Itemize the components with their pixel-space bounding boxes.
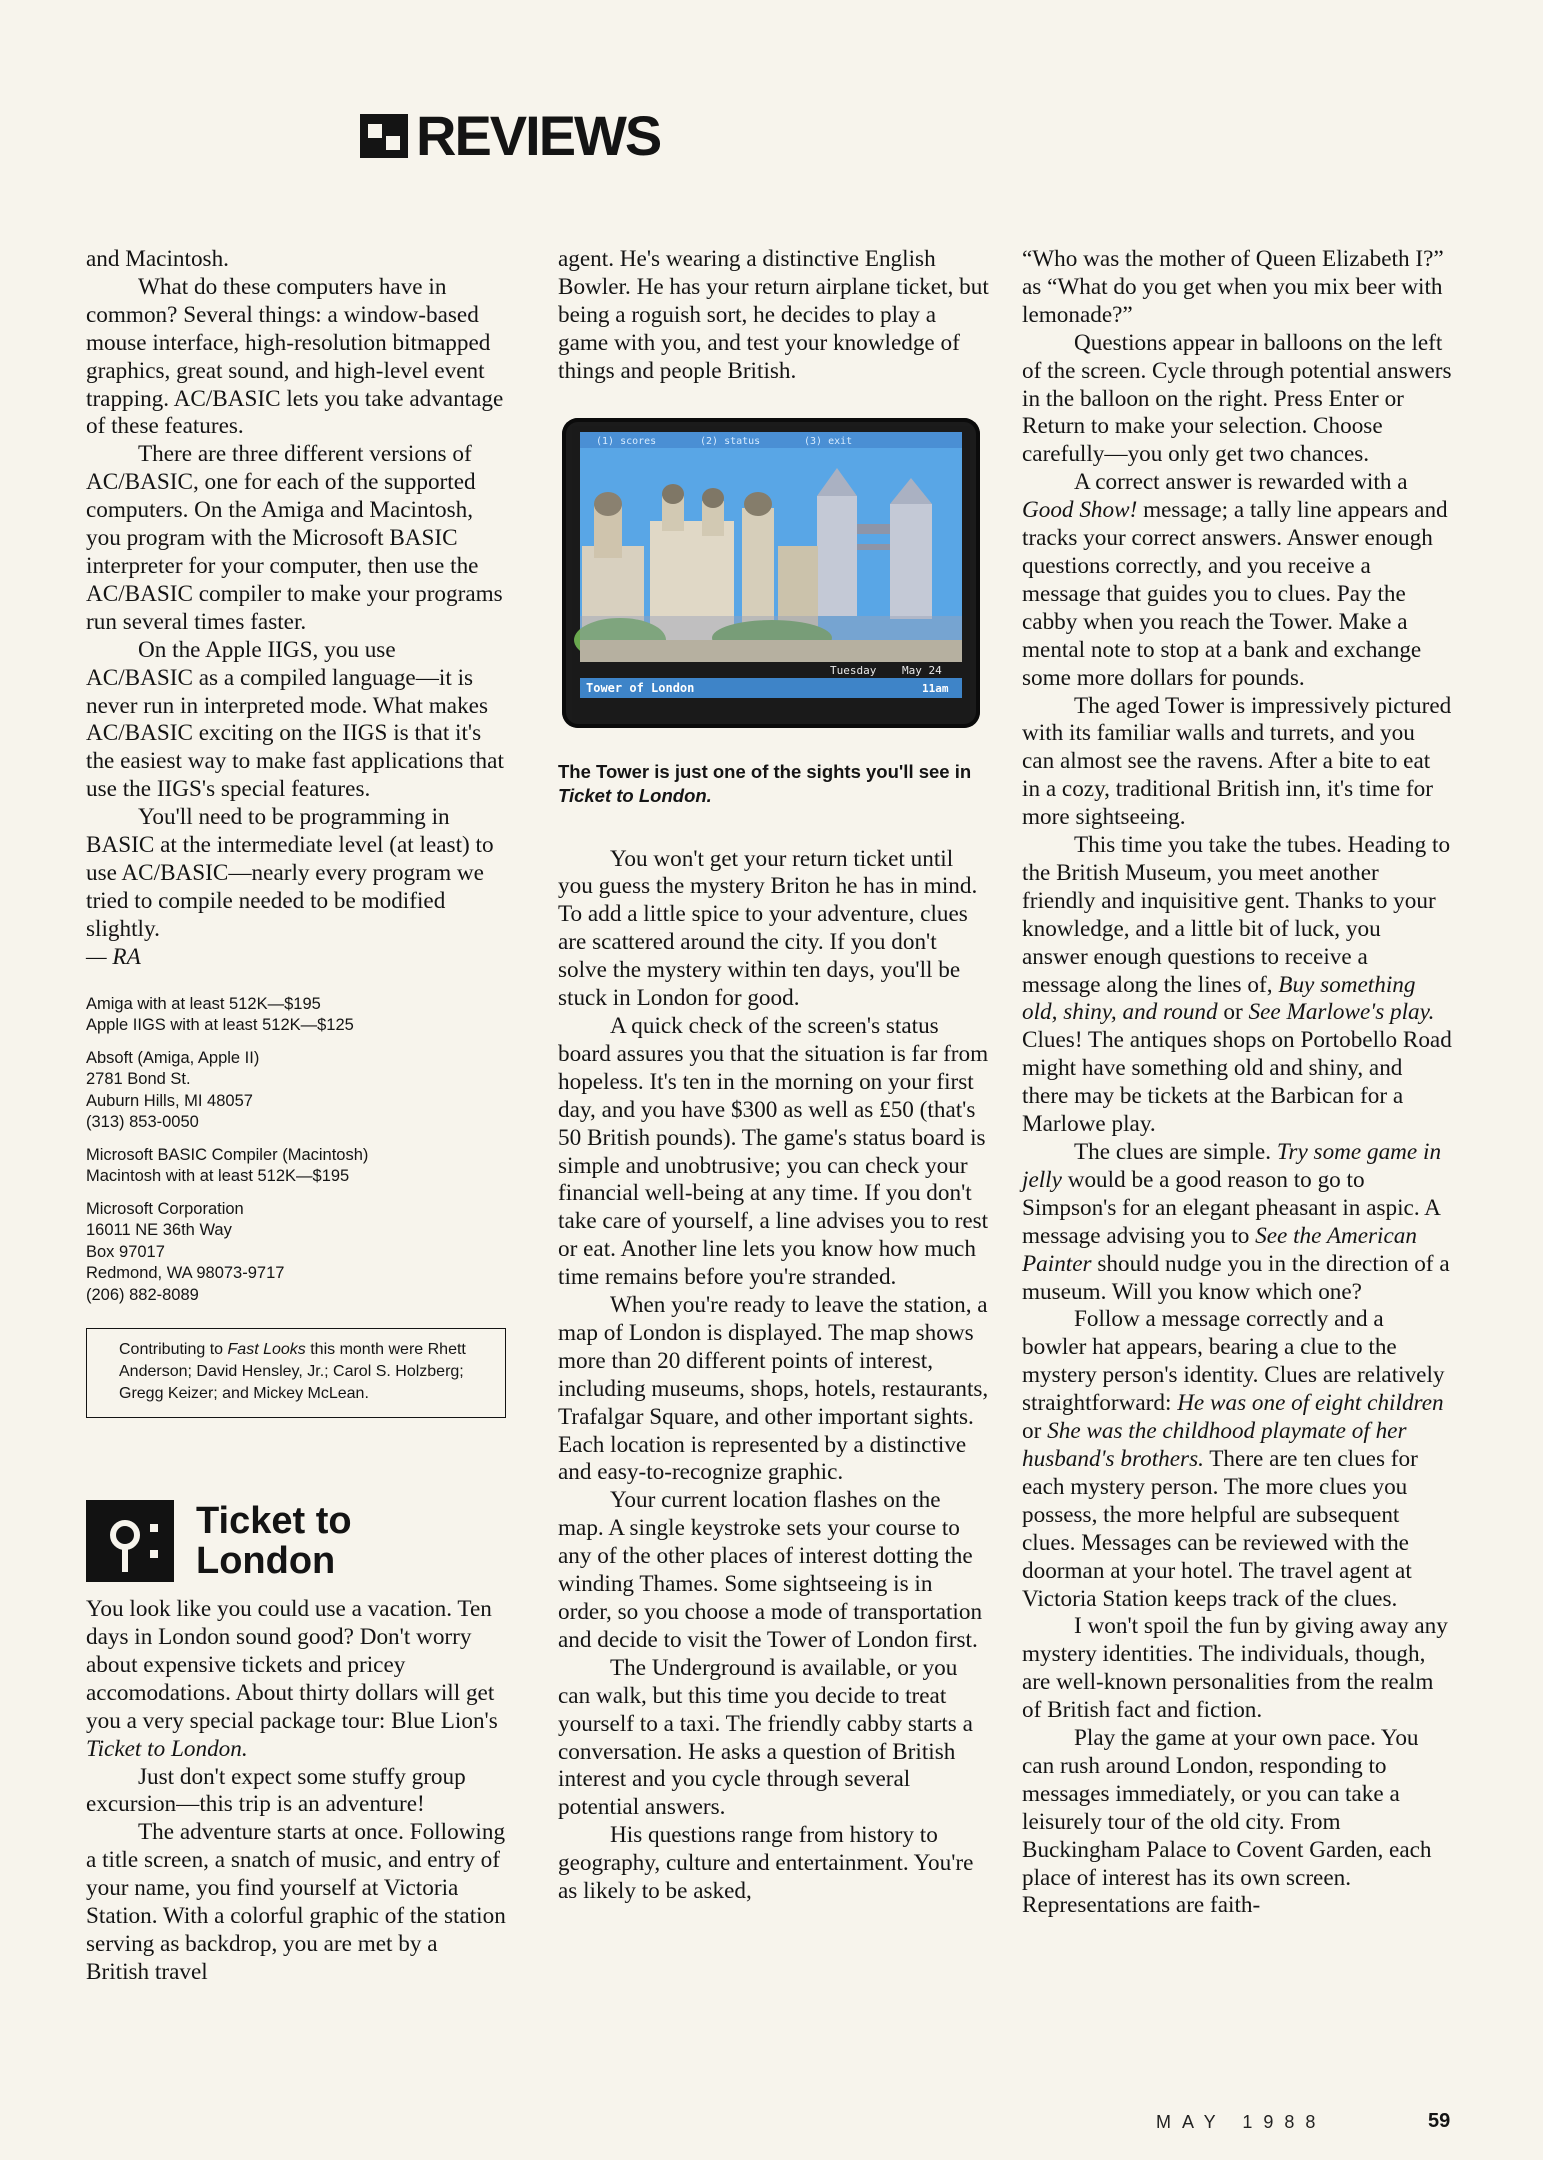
screenshot-location: Tower of London bbox=[586, 680, 695, 695]
menu-exit: (3) exit bbox=[804, 435, 853, 447]
screenshot-day: Tuesday bbox=[830, 663, 877, 677]
game-screenshot-image bbox=[572, 426, 970, 720]
review-title: Ticket to London bbox=[196, 1500, 352, 1583]
paragraph: The aged Tower is impressively pictured with its familiar walls and turrets, and you can almost see the ravens. After a bite to eat in a cozy, traditional British inn, it's time for more sightseeing. bbox=[1022, 692, 1452, 831]
publisher-address: Redmond, WA 98073-9717 bbox=[86, 1264, 285, 1283]
product-info bbox=[86, 994, 506, 1307]
publisher-name: Absoft (Amiga, Apple II) bbox=[86, 1048, 260, 1067]
requirement: Apple IIGS with at least 512K—$125 bbox=[86, 1016, 354, 1035]
paragraph: Follow a message correctly and a bowler hat appears, bearing a clue to the mystery person's identity. Clues are relatively straightforward: He was one of eight children or She was the childhood playmate of her husband's brothers. There are ten clues for each mystery person. The more clues you possess, the more helpful are subsequent clues. Messages can be reviewed with the doorman at your hotel. The travel agent at Victoria Station keeps track of the clues. bbox=[1022, 1306, 1445, 1612]
paragraph: Just don't expect some stuffy group excursion—this trip is an adventure! bbox=[86, 1763, 466, 1818]
section-header bbox=[360, 104, 661, 167]
paragraph: You'll need to be programming in BASIC at the intermediate level (at least) to use AC/BASIC—nearly every program we tried to compile needed to be modified slightly. bbox=[86, 804, 494, 942]
menu-scores: (1) scores bbox=[596, 435, 657, 447]
paragraph: There are three different versions of AC/BASIC, one for each of the supported computers. On the Amiga and Macintosh, you program with the Microsoft BASIC interpreter for your computer, then use the AC/BASIC compiler to make your programs run several times faster. bbox=[86, 441, 503, 635]
paragraph: On the Apple IIGS, you use AC/BASIC as a compiled language—it is never run in interpreted mode. What makes AC/BASIC exciting on the IIGS is that it's the easiest way to make fast applications that use the IIGS's special features. bbox=[86, 636, 504, 803]
menu-status: (2) status bbox=[700, 435, 761, 447]
paragraph: When you're ready to leave the station, a map of London is displayed. The map shows more than 20 different points of interest, including museums, shops, hotels, restaurants, Trafalgar Square, and other important sights. Each location is represented by a distinctive and easy-to-recognize graphic. bbox=[558, 1292, 989, 1486]
paragraph: A quick check of the screen's status board assures you that the situation is far from hopeless. It's ten in the morning on your first day, and you have $300 as well as £50 (that's 50 British pounds). The game's status board is simple and unobtrusive; you can check your financial well-being at any time. If you don't take care of yourself, a line advises you to rest or eat. Another line lets you know how much time remains before you're stranded. bbox=[558, 1012, 989, 1291]
publisher-phone: (206) 882-8089 bbox=[86, 1285, 199, 1304]
paragraph: agent. He's wearing a distinctive English Bowler. He has your return airplane ticket, but being a roguish sort, he decides to play a game with you, and test your knowledge of things and people British. bbox=[558, 246, 989, 384]
paragraph: Questions appear in balloons on the left of the screen. Cycle through potential answers in the balloon on the right. Press Enter or Return to make your selection. Choose carefully—you only get two chances. bbox=[1022, 329, 1452, 468]
requirement: Amiga with at least 512K—$195 bbox=[86, 994, 321, 1013]
contributors-box: Contributing to Fast Looks this month were Rhett Anderson; David Hensley, Jr.; Carol S. Holzberg; Gregg Keizer; and Mickey McLean. bbox=[86, 1328, 506, 1418]
paragraph: Your current location flashes on the map. A single keystroke sets your course to any of the other places of interest dotting the winding Thames. Some sightseeing is in order, so you choose a mode of transportation and decide to visit the Tower of London first. bbox=[558, 1487, 983, 1653]
screenshot-time: 11am bbox=[922, 681, 949, 695]
paragraph: You look like you could use a vacation. Ten days in London sound good? Don't worry about expensive tickets and pricey accomodations. About thirty dollars will get you a very special package tour: Blue Lion's Ticket to London. bbox=[86, 1596, 498, 1762]
publisher-address: 16011 NE 36th Way bbox=[86, 1221, 232, 1240]
paragraph: I won't spoil the fun by giving away any mystery identities. The individuals, though, are well-known personalities from the realm of British fact and fiction. bbox=[1022, 1613, 1448, 1724]
publisher-address: 2781 Bond St. bbox=[86, 1070, 191, 1089]
column-3 bbox=[1022, 246, 1452, 1920]
product-name: Microsoft BASIC Compiler (Macintosh) bbox=[86, 1145, 369, 1164]
page-number: 59 bbox=[1428, 2110, 1451, 2132]
paragraph: The adventure starts at once. Following a title screen, a snatch of music, and entry of your name, you find yourself at Victoria Station. With a colorful graphic of the station serving as backdrop, you are met by a British travel bbox=[86, 1819, 506, 1985]
paragraph: “Who was the mother of Queen Elizabeth I?” as “What do you get when you mix beer with lemonade?” bbox=[1022, 246, 1444, 328]
publisher-address: Box 97017 bbox=[86, 1242, 165, 1261]
paragraph: You won't get your return ticket until you guess the mystery Briton he has in mind. To add a little spice to your adventure, clues are scattered around the city. If you don't solve the mystery within ten days, you'll be stuck in London for good. bbox=[558, 845, 978, 1012]
paragraph: and Macintosh. bbox=[86, 246, 229, 272]
publisher-name: Microsoft Corporation bbox=[86, 1199, 244, 1218]
figure-caption: The Tower is just one of the sights you'll see in Ticket to London. bbox=[558, 760, 972, 806]
column-1 bbox=[86, 246, 506, 1987]
column-2 bbox=[558, 246, 990, 1906]
section-title: REVIEWS bbox=[416, 104, 661, 167]
paragraph: The Underground is available, or you can walk, but this time you decide to treat yourself to a taxi. The friendly cabby starts a conversation. He asks a question of British interest and you cycle through several potential answers. bbox=[558, 1654, 973, 1821]
review-title-block bbox=[86, 1500, 506, 1582]
game-screenshot bbox=[562, 418, 980, 728]
paragraph: What do these computers have in common? Several things: a window-based mouse interface, high-resolution bitmapped graphics, great sound, and high-level event trapping. AC/BASIC lets you take advantage of these features. bbox=[86, 273, 504, 440]
publisher-address: Auburn Hills, MI 48057 bbox=[86, 1091, 253, 1110]
paragraph: His questions range from history to geography, culture and entertainment. You're as likely to be asked, bbox=[558, 1822, 974, 1905]
paragraph: A correct answer is rewarded with a Good Show! message; a tally line appears and tracks your correct answers. Answer enough questions correctly, and you receive a message that guides you to clues. Pay the cabby when you reach the Tower. Make a mental note to stop at a bank and exchange some more dollars for pounds. bbox=[1022, 469, 1448, 691]
author-signature: — RA bbox=[86, 943, 141, 970]
paragraph: The clues are simple. Try some game in jelly would be a good reason to go to Simpson's for an elegant pheasant in aspic. A message advising you to See the American Painter should nudge you in the direction of a museum. Will you know which one? bbox=[1022, 1139, 1450, 1305]
paragraph: Play the game at your own pace. You can rush around London, responding to messages immediately, or you can take a leisurely tour of the old city. From Buckingham Palace to Covent Garden, each place of interest has its own screen. Representations are faith- bbox=[1022, 1725, 1432, 1919]
paragraph: This time you take the tubes. Heading to the British Museum, you meet another friendly and inquisitive gent. Thanks to your knowledge, and a little bit of luck, you answer enough questions to receive a message along the lines of, Buy something old, shiny, and round or See Marlowe's play. Clues! The antiques shops on Portobello Road might have something old and shiny, and there may be tickets at the Barbican for a Marlowe play. bbox=[1022, 832, 1452, 1138]
publisher-phone: (313) 853-0050 bbox=[86, 1113, 199, 1132]
requirement: Macintosh with at least 512K—$195 bbox=[86, 1167, 350, 1186]
screenshot-date: May 24 bbox=[902, 663, 942, 677]
issue-date: MAY 1988 bbox=[1156, 2112, 1327, 2132]
reviews-section-icon bbox=[360, 114, 408, 158]
magnifier-icon bbox=[86, 1500, 174, 1582]
